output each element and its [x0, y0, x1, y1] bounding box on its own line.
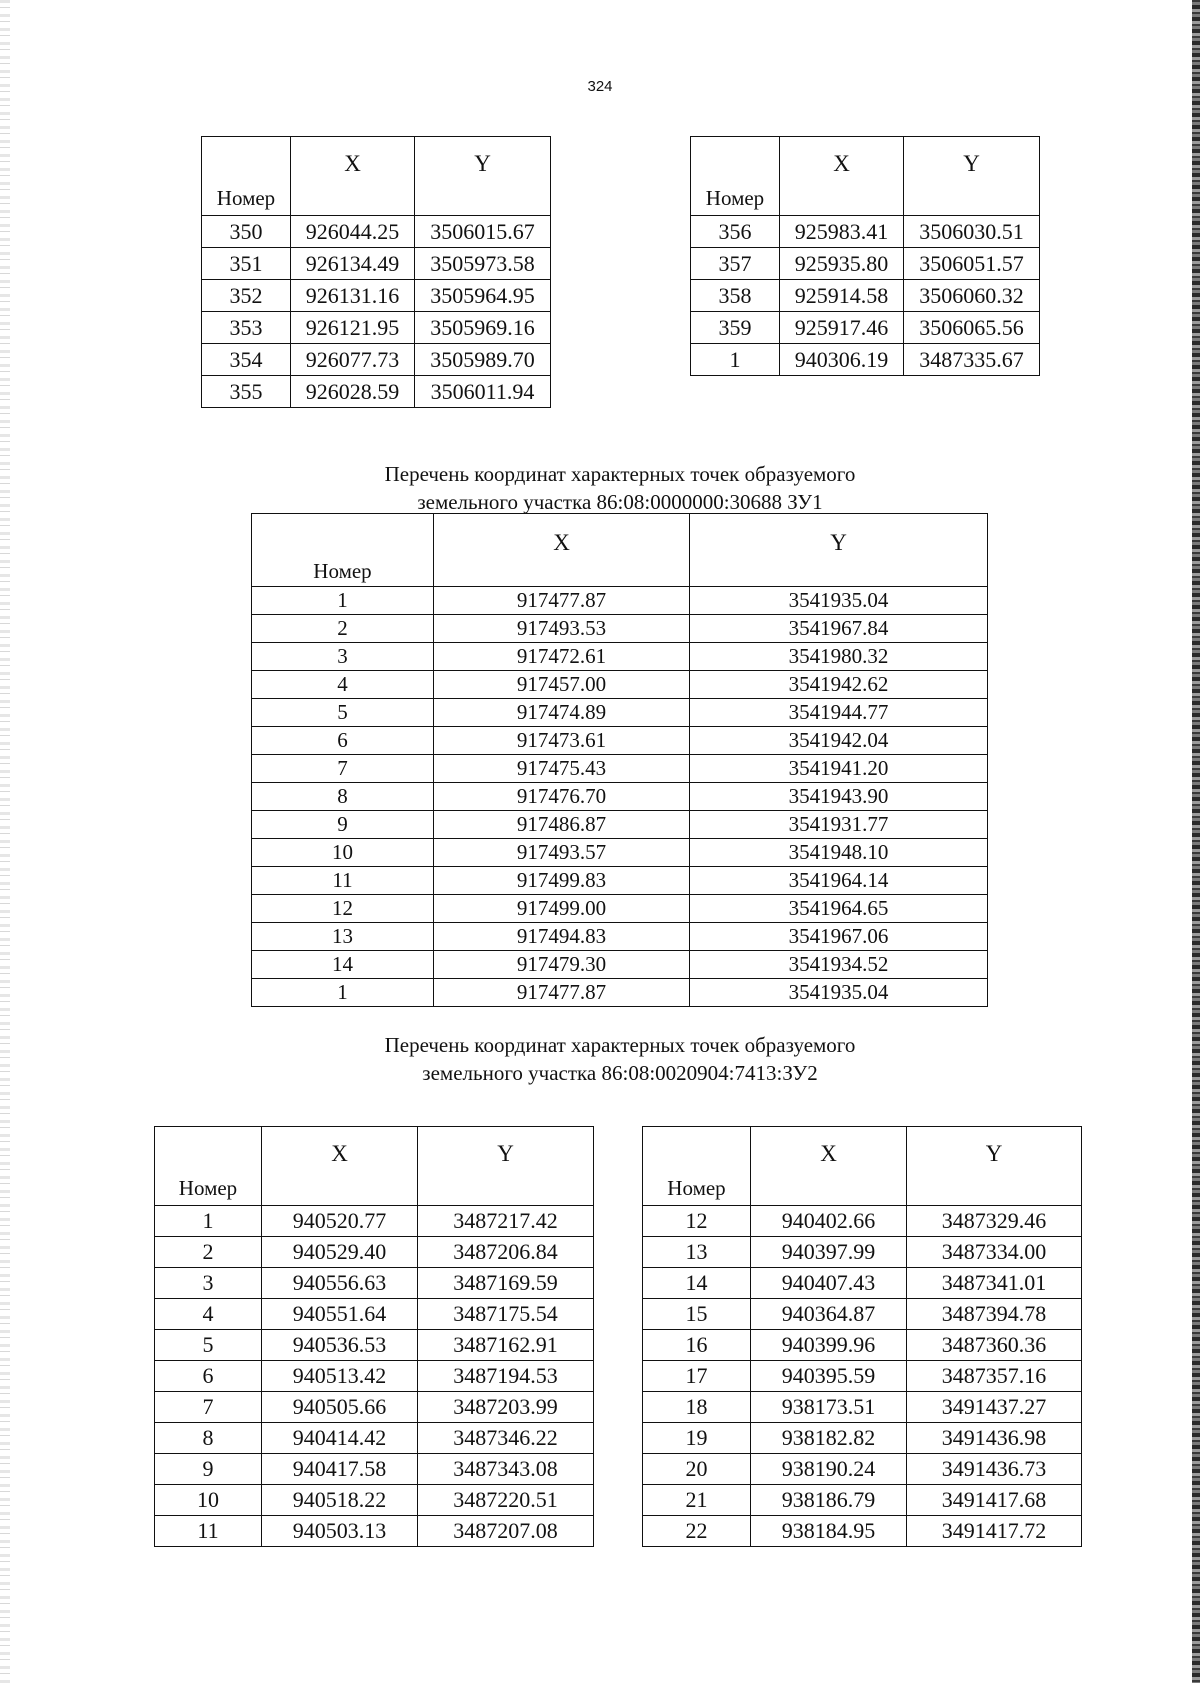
cell-x: 926121.95: [291, 312, 415, 344]
cell-y: 3487334.00: [907, 1237, 1082, 1268]
table-row: [155, 1268, 594, 1299]
cell-number: 7: [155, 1392, 262, 1423]
cell-number: 350: [202, 216, 291, 248]
cell-y: 3487220.51: [418, 1485, 594, 1516]
cell-y: 3505973.58: [415, 248, 551, 280]
scan-edge-right: [1192, 0, 1200, 1683]
header-y: Y: [907, 1127, 1082, 1206]
cell-y: 3541944.77: [690, 699, 988, 727]
cell-number: 14: [643, 1268, 751, 1299]
cell-x: 917477.87: [434, 587, 690, 615]
cell-number: 8: [155, 1423, 262, 1454]
table-row: [202, 248, 551, 280]
cell-number: 19: [643, 1423, 751, 1454]
cell-x: 940536.53: [262, 1330, 418, 1361]
cell-x: 917457.00: [434, 671, 690, 699]
cell-number: 6: [252, 727, 434, 755]
cell-y: 3487194.53: [418, 1361, 594, 1392]
cell-number: 10: [155, 1485, 262, 1516]
cell-y: 3487207.08: [418, 1516, 594, 1547]
cell-y: 3541967.84: [690, 615, 988, 643]
table-row: [155, 1516, 594, 1547]
cell-number: 13: [643, 1237, 751, 1268]
cell-y: 3487169.59: [418, 1268, 594, 1299]
coordinates-table-zu2-part2: [642, 1126, 1082, 1547]
cell-y: 3487360.36: [907, 1330, 1082, 1361]
cell-x: 917477.87: [434, 979, 690, 1007]
coordinates-table-zu1: [251, 513, 988, 1007]
cell-number: 356: [691, 216, 780, 248]
table-row: [155, 1206, 594, 1237]
table-row: [155, 1237, 594, 1268]
cell-x: 940402.66: [751, 1206, 907, 1237]
table-row: [252, 615, 988, 643]
header-number: Номер: [155, 1127, 262, 1206]
cell-number: 2: [155, 1237, 262, 1268]
table-row: [252, 643, 988, 671]
table-row: [252, 755, 988, 783]
cell-number: 12: [643, 1206, 751, 1237]
table-row: [643, 1330, 1082, 1361]
table-row: [202, 344, 551, 376]
cell-x: 940518.22: [262, 1485, 418, 1516]
cell-x: 925917.46: [780, 312, 904, 344]
cell-x: 925983.41: [780, 216, 904, 248]
cell-y: 3487346.22: [418, 1423, 594, 1454]
header-number: Номер: [252, 514, 434, 587]
header-number: Номер: [202, 137, 291, 216]
cell-y: 3491417.72: [907, 1516, 1082, 1547]
cell-number: 10: [252, 839, 434, 867]
cell-number: 21: [643, 1485, 751, 1516]
cell-y: 3487206.84: [418, 1237, 594, 1268]
cell-number: 355: [202, 376, 291, 408]
cell-number: 352: [202, 280, 291, 312]
cell-x: 940395.59: [751, 1361, 907, 1392]
table-row: [252, 811, 988, 839]
cell-y: 3541948.10: [690, 839, 988, 867]
cell-y: 3506065.56: [904, 312, 1040, 344]
cell-number: 1: [155, 1206, 262, 1237]
cell-y: 3487341.01: [907, 1268, 1082, 1299]
coordinates-table-zu2-part1: [154, 1126, 594, 1547]
cell-y: 3541942.04: [690, 727, 988, 755]
cell-x: 938190.24: [751, 1454, 907, 1485]
table-row: [643, 1206, 1082, 1237]
cell-x: 938173.51: [751, 1392, 907, 1423]
table-row: [643, 1485, 1082, 1516]
cell-x: 940556.63: [262, 1268, 418, 1299]
table-row: [252, 867, 988, 895]
cell-number: 17: [643, 1361, 751, 1392]
cell-y: 3506051.57: [904, 248, 1040, 280]
cell-x: 917494.83: [434, 923, 690, 951]
table-row: [202, 312, 551, 344]
cell-x: 940414.42: [262, 1423, 418, 1454]
cell-x: 917473.61: [434, 727, 690, 755]
cell-number: 1: [691, 344, 780, 376]
cell-number: 9: [155, 1454, 262, 1485]
cell-number: 351: [202, 248, 291, 280]
cell-x: 938182.82: [751, 1423, 907, 1454]
cell-y: 3506030.51: [904, 216, 1040, 248]
table-row: [155, 1392, 594, 1423]
cell-number: 354: [202, 344, 291, 376]
cell-x: 917499.83: [434, 867, 690, 895]
cell-y: 3506011.94: [415, 376, 551, 408]
header-x: X: [751, 1127, 907, 1206]
table-row: [643, 1361, 1082, 1392]
cell-y: 3505969.16: [415, 312, 551, 344]
cell-y: 3487335.67: [904, 344, 1040, 376]
table-row: [643, 1268, 1082, 1299]
cell-number: 13: [252, 923, 434, 951]
header-x: X: [291, 137, 415, 216]
cell-x: 926028.59: [291, 376, 415, 408]
table-row: [691, 312, 1040, 344]
cell-x: 940551.64: [262, 1299, 418, 1330]
cell-y: 3491417.68: [907, 1485, 1082, 1516]
cell-y: 3487175.54: [418, 1299, 594, 1330]
cell-x: 940364.87: [751, 1299, 907, 1330]
table-row: [252, 839, 988, 867]
cell-number: 3: [155, 1268, 262, 1299]
table-row: [252, 783, 988, 811]
cell-number: 7: [252, 755, 434, 783]
caption-zu2: [0, 1031, 1200, 1087]
cell-x: 940407.43: [751, 1268, 907, 1299]
table-row: [202, 376, 551, 408]
cell-y: 3541942.62: [690, 671, 988, 699]
table-row: [691, 280, 1040, 312]
table-row: [643, 1237, 1082, 1268]
header-x: X: [262, 1127, 418, 1206]
table-row: [252, 979, 988, 1007]
cell-number: 5: [252, 699, 434, 727]
cell-x: 917476.70: [434, 783, 690, 811]
cell-y: 3487343.08: [418, 1454, 594, 1485]
cell-number: 4: [252, 671, 434, 699]
cell-x: 940520.77: [262, 1206, 418, 1237]
cell-number: 14: [252, 951, 434, 979]
header-y: Y: [690, 514, 988, 587]
cell-y: 3491437.27: [907, 1392, 1082, 1423]
table-row: [643, 1423, 1082, 1454]
header-y: Y: [415, 137, 551, 216]
cell-y: 3491436.98: [907, 1423, 1082, 1454]
cell-x: 917486.87: [434, 811, 690, 839]
table-row: [155, 1454, 594, 1485]
cell-number: 359: [691, 312, 780, 344]
cell-number: 11: [252, 867, 434, 895]
cell-x: 940399.96: [751, 1330, 907, 1361]
cell-number: 3: [252, 643, 434, 671]
cell-number: 357: [691, 248, 780, 280]
cell-y: 3505964.95: [415, 280, 551, 312]
header-y: Y: [418, 1127, 594, 1206]
caption-zu1-line1: Перечень координат характерных точек образуемого: [384, 462, 856, 486]
cell-x: 917499.00: [434, 895, 690, 923]
header-x: X: [780, 137, 904, 216]
cell-y: 3506060.32: [904, 280, 1040, 312]
cell-x: 926134.49: [291, 248, 415, 280]
table-row: [252, 951, 988, 979]
cell-number: 11: [155, 1516, 262, 1547]
cell-y: 3541941.20: [690, 755, 988, 783]
table-row: [155, 1330, 594, 1361]
coordinates-table-2: [690, 136, 1040, 376]
table-row: [252, 699, 988, 727]
table-row: [252, 895, 988, 923]
cell-x: 917472.61: [434, 643, 690, 671]
cell-number: 6: [155, 1361, 262, 1392]
table-row: [691, 344, 1040, 376]
cell-x: 940505.66: [262, 1392, 418, 1423]
table-row: [155, 1361, 594, 1392]
table-row: [252, 587, 988, 615]
cell-x: 917493.57: [434, 839, 690, 867]
cell-x: 917475.43: [434, 755, 690, 783]
cell-y: 3541964.14: [690, 867, 988, 895]
cell-x: 925935.80: [780, 248, 904, 280]
header-number: Номер: [643, 1127, 751, 1206]
cell-x: 917493.53: [434, 615, 690, 643]
cell-number: 5: [155, 1330, 262, 1361]
cell-x: 917479.30: [434, 951, 690, 979]
cell-y: 3487329.46: [907, 1206, 1082, 1237]
cell-number: 2: [252, 615, 434, 643]
table-row: [643, 1392, 1082, 1423]
cell-y: 3541935.04: [690, 587, 988, 615]
cell-number: 9: [252, 811, 434, 839]
caption-zu1: [0, 460, 1200, 516]
table-row: [155, 1423, 594, 1454]
caption-zu2-line2: земельного участка 86:08:0020904:7413:ЗУ2: [422, 1061, 818, 1085]
cell-number: 1: [252, 587, 434, 615]
cell-number: 15: [643, 1299, 751, 1330]
cell-y: 3487162.91: [418, 1330, 594, 1361]
cell-x: 926044.25: [291, 216, 415, 248]
cell-x: 940513.42: [262, 1361, 418, 1392]
cell-y: 3487217.42: [418, 1206, 594, 1237]
cell-number: 353: [202, 312, 291, 344]
table-row: [202, 216, 551, 248]
cell-number: 358: [691, 280, 780, 312]
cell-x: 940503.13: [262, 1516, 418, 1547]
cell-y: 3491436.73: [907, 1454, 1082, 1485]
cell-x: 917474.89: [434, 699, 690, 727]
cell-number: 8: [252, 783, 434, 811]
table-row: [252, 727, 988, 755]
cell-x: 940417.58: [262, 1454, 418, 1485]
caption-zu2-line1: Перечень координат характерных точек образуемого: [384, 1033, 856, 1057]
header-x: X: [434, 514, 690, 587]
caption-zu1-line2: земельного участка 86:08:0000000:30688 ЗУ1: [417, 490, 823, 514]
cell-y: 3541964.65: [690, 895, 988, 923]
cell-y: 3541935.04: [690, 979, 988, 1007]
cell-x: 925914.58: [780, 280, 904, 312]
cell-number: 16: [643, 1330, 751, 1361]
table-row: [155, 1485, 594, 1516]
coordinates-table-1: [201, 136, 551, 408]
cell-y: 3487357.16: [907, 1361, 1082, 1392]
cell-x: 938184.95: [751, 1516, 907, 1547]
header-y: Y: [904, 137, 1040, 216]
cell-number: 18: [643, 1392, 751, 1423]
cell-x: 926131.16: [291, 280, 415, 312]
cell-x: 940397.99: [751, 1237, 907, 1268]
cell-y: 3541980.32: [690, 643, 988, 671]
table-row: [643, 1516, 1082, 1547]
cell-number: 12: [252, 895, 434, 923]
cell-x: 926077.73: [291, 344, 415, 376]
table-row: [643, 1299, 1082, 1330]
cell-y: 3487394.78: [907, 1299, 1082, 1330]
page-number: 324: [587, 78, 613, 95]
cell-y: 3541943.90: [690, 783, 988, 811]
table-row: [643, 1454, 1082, 1485]
table-row: [691, 248, 1040, 280]
cell-x: 940529.40: [262, 1237, 418, 1268]
cell-x: 940306.19: [780, 344, 904, 376]
cell-y: 3506015.67: [415, 216, 551, 248]
cell-y: 3541931.77: [690, 811, 988, 839]
cell-number: 4: [155, 1299, 262, 1330]
table-row: [691, 216, 1040, 248]
cell-x: 938186.79: [751, 1485, 907, 1516]
table-row: [252, 923, 988, 951]
table-row: [202, 280, 551, 312]
table-row: [155, 1299, 594, 1330]
cell-number: 22: [643, 1516, 751, 1547]
scan-edge-left: [0, 0, 10, 1683]
cell-y: 3541967.06: [690, 923, 988, 951]
cell-y: 3541934.52: [690, 951, 988, 979]
cell-number: 1: [252, 979, 434, 1007]
header-number: Номер: [691, 137, 780, 216]
table-row: [252, 671, 988, 699]
cell-y: 3505989.70: [415, 344, 551, 376]
cell-y: 3487203.99: [418, 1392, 594, 1423]
cell-number: 20: [643, 1454, 751, 1485]
